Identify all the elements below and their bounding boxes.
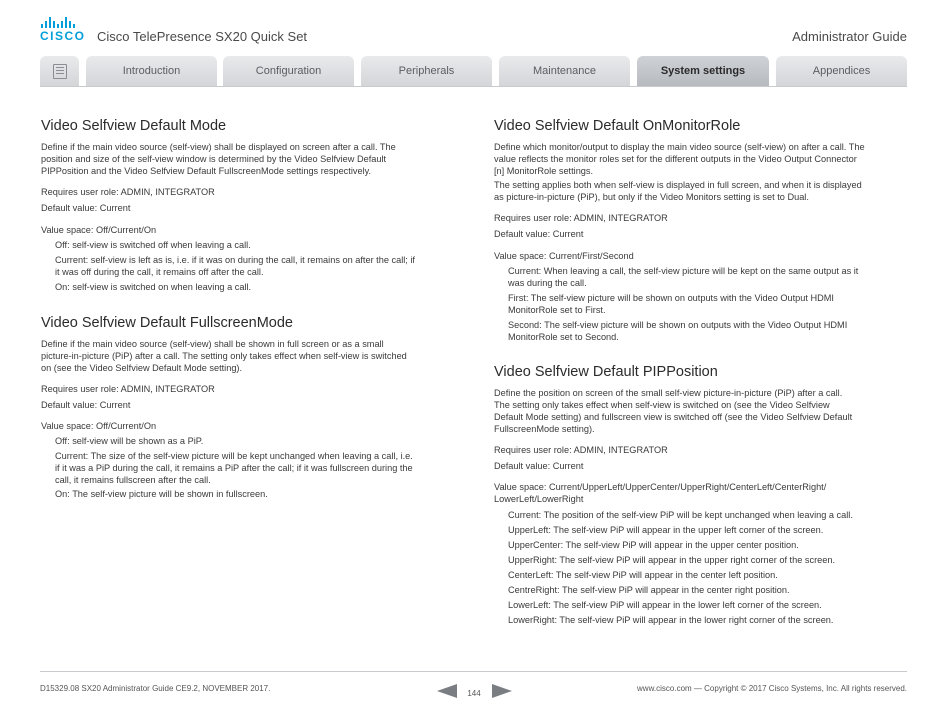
section-description-note: The setting applies both when self-view is displayed in full screen, and when it is displayed as picture-in-picture (PiP), but only if the Video Monitors setting is set to Dual. — [494, 180, 862, 202]
value-option: UpperRight: The self-view PiP will appear in the upper right corner of the screen. — [508, 555, 836, 565]
contents-list-icon — [53, 64, 67, 79]
section-description: Define which monitor/output to display the main video source (self-view) on after a call. The value reflects the monitor roles set for the different outputs in the Video Output Connector [n] MonitorRole settings. — [494, 142, 865, 176]
next-page-arrow-icon[interactable] — [492, 684, 512, 698]
value-option: LowerRight: The self-view PiP will appear in the lower right corner of the screen. — [508, 615, 834, 625]
default-value: Default value: Current — [41, 203, 131, 213]
value-space: Value space: Off/Current/On — [41, 225, 157, 235]
tab-configuration[interactable]: Configuration — [223, 56, 354, 86]
document-title: Cisco TelePresence SX20 Quick Set — [97, 29, 308, 44]
page-number: 144 — [467, 689, 481, 698]
value-option: Current: The position of the self-view PiP will be kept unchanged when leaving a call. — [508, 510, 853, 520]
value-option: Current: self-view is left as is, i.e. if it was on during the call, it remains on after the call; if it was off during the call, it remains off after the call. — [55, 255, 415, 277]
tab-peripherals[interactable]: Peripherals — [361, 56, 492, 86]
section-description: Define if the main video source (self-view) shall be shown in full screen or as a small picture-in-picture (PiP) after a call. The setting only takes effect when self-view is switched on (see the Video Selfview Default Mode setting). — [41, 339, 407, 373]
default-value: Default value: Current — [494, 461, 584, 471]
value-option: UpperLeft: The self-view PiP will appear in the upper left corner of the screen. — [508, 525, 824, 535]
user-role: Requires user role: ADMIN, INTEGRATOR — [41, 187, 215, 197]
footer-divider — [40, 671, 907, 672]
value-option: Current: When leaving a call, the self-view picture will be kept on the same output as it was during the call. — [508, 266, 859, 288]
tab-system-settings[interactable]: System settings — [637, 56, 769, 86]
table-of-contents-button[interactable] — [40, 56, 79, 86]
previous-page-arrow-icon[interactable] — [437, 684, 457, 698]
value-space: Value space: Current/First/Second — [494, 251, 634, 261]
value-option: CentreRight: The self-view PiP will appear in the center right position. — [508, 585, 790, 595]
user-role: Requires user role: ADMIN, INTEGRATOR — [494, 445, 668, 455]
footer-document-id: D15329.08 SX20 Administrator Guide CE9.2, NOVEMBER 2017. — [40, 684, 271, 693]
default-value: Default value: Current — [494, 229, 584, 239]
user-role: Requires user role: ADMIN, INTEGRATOR — [41, 384, 215, 394]
value-option: First: The self-view picture will be shown on outputs with the Video Output HDMI MonitorRole set to First. — [508, 293, 834, 315]
section-description: Define the position on screen of the small self-view picture-in-picture (PiP) after a call. The setting only takes effect when self-view is switched on (see the Video Selfview Default Mode setting) and fullscreen view is switched off (see the Video Selfview Default FullscreenMode setting). — [494, 388, 853, 434]
value-option: LowerLeft: The self-view PiP will appear in the lower left corner of the screen. — [508, 600, 822, 610]
tab-divider — [40, 86, 907, 87]
guide-title: Administrator Guide — [792, 29, 907, 44]
cisco-logo-text: CISCO — [40, 29, 86, 43]
cisco-logo-bars-icon — [41, 17, 86, 28]
value-space: Value space: Current/UpperLeft/UpperCenter/UpperRight/CenterLeft/CenterRight/ LowerLeft/LowerRight — [494, 482, 827, 504]
value-space: Value space: Off/Current/On — [41, 421, 157, 431]
tab-maintenance[interactable]: Maintenance — [499, 56, 630, 86]
value-option: CenterLeft: The self-view PiP will appear in the center left position. — [508, 570, 778, 580]
tab-appendices[interactable]: Appendices — [776, 56, 907, 86]
value-option: Off: self-view is switched off when leaving a call. — [55, 240, 251, 250]
tab-introduction[interactable]: Introduction — [86, 56, 217, 86]
section-title-selfview-default-fullscreenmode: Video Selfview Default FullscreenMode — [41, 315, 294, 331]
section-title-selfview-default-mode: Video Selfview Default Mode — [41, 118, 227, 134]
value-option: Off: self-view will be shown as a PiP. — [55, 436, 204, 446]
footer-copyright: www.cisco.com — Copyright © 2017 Cisco Systems, Inc. All rights reserved. — [637, 684, 907, 693]
section-title-selfview-default-onmonitorrole: Video Selfview Default OnMonitorRole — [494, 118, 741, 134]
section-description: Define if the main video source (self-view) shall be displayed on screen after a call. The position and size of the self-view window is determined by the Video Selfview Default PIPPosition and the Video Selfview Default FullscreenMode settings respectively. — [41, 142, 396, 176]
value-option: UpperCenter: The self-view PiP will appear in the upper center position. — [508, 540, 799, 550]
page-header — [0, 0, 950, 52]
value-option: Second: The self-view picture will be shown on outputs with the Video Output HDMI MonitorRole set to Second. — [508, 320, 848, 342]
default-value: Default value: Current — [41, 400, 131, 410]
value-option: On: self-view is switched on when leaving a call. — [55, 282, 252, 292]
cisco-logo — [40, 17, 86, 41]
section-title-selfview-default-pipposition: Video Selfview Default PIPPosition — [494, 364, 718, 380]
section-tabs — [40, 56, 907, 86]
value-option: On: The self-view picture will be shown in fullscreen. — [55, 489, 268, 499]
user-role: Requires user role: ADMIN, INTEGRATOR — [494, 213, 668, 223]
value-option: Current: The size of the self-view picture will be kept unchanged when leaving a call, i.e. if it was a PiP during the call, it remains a PiP after the call; if it was fullscreen during the call, it remains fullscreen after the call. — [55, 451, 413, 485]
